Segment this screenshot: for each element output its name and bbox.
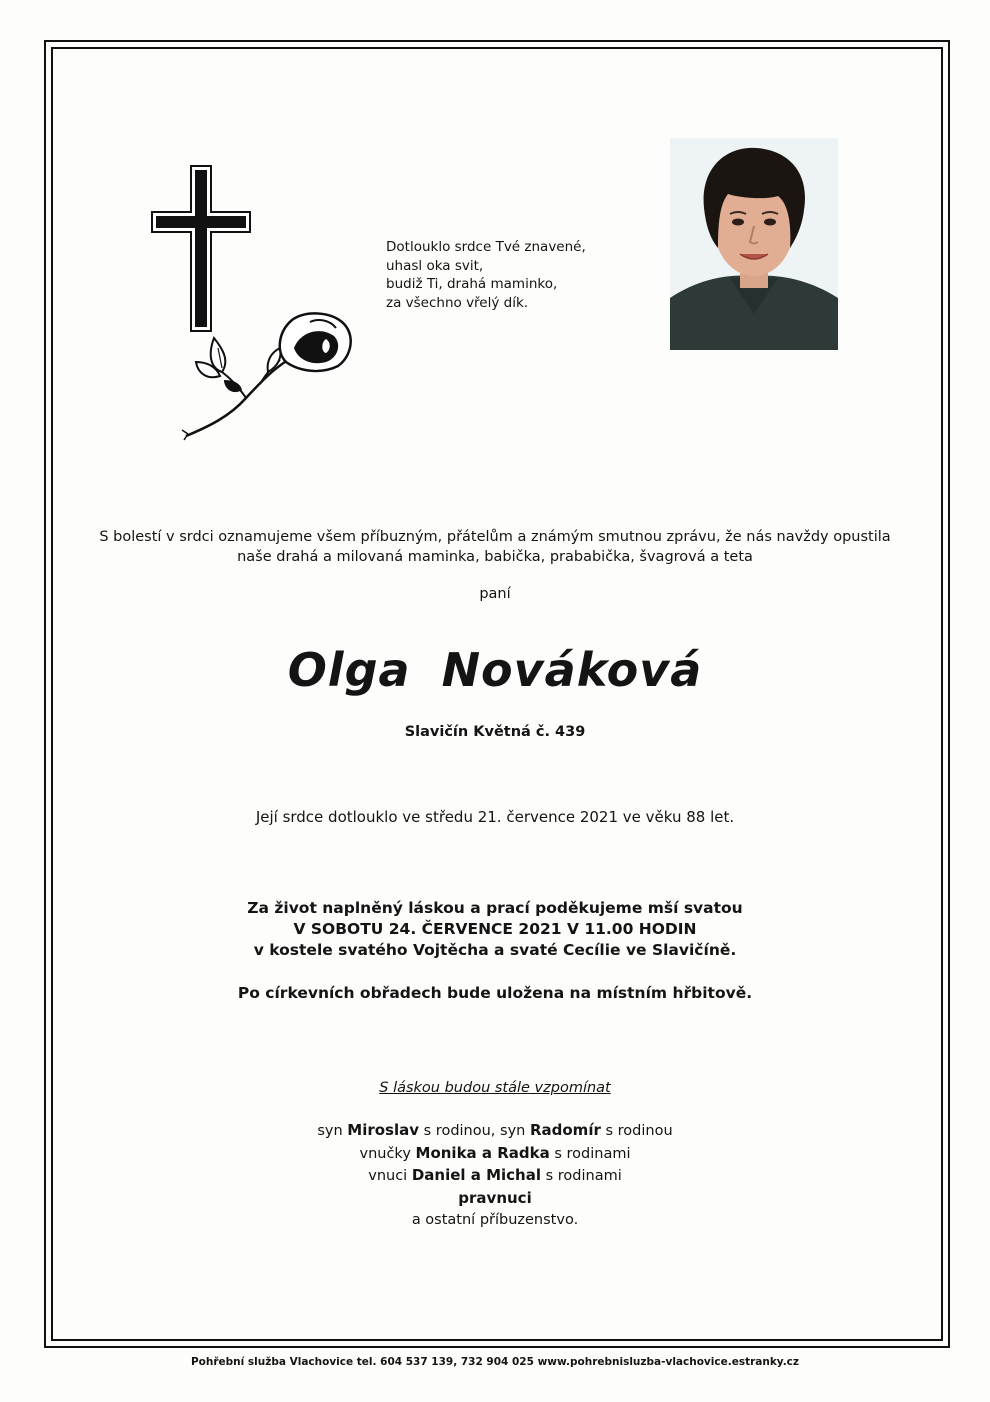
portrait-photo [670,138,838,350]
last-name: Nováková [441,643,703,697]
portrait-illustration [670,138,838,350]
mourner-line: vnučky Monika a Radka s rodinami [359,1143,631,1162]
poem-line: Dotlouklo srdce Tvé znavené, [386,239,586,255]
burial-info: Po církevních obřadech bude uložena na místním hřbitově. [237,984,753,1002]
announcement [60,527,930,567]
poem-line: uhasl oka svit, [386,257,484,274]
first-name: Olga [287,643,411,697]
funeral-info [60,898,930,961]
deceased-address: Slavičín Květná č. 439 [404,724,586,740]
memorial-title: S láskou budou stále vzpomínat [379,1080,611,1096]
funeral-place: v kostele svatého Vojtěcha a svaté Cecílie ve Slavičíně. [253,941,737,959]
footer-contact: Pohřební služba Vlachovice tel. 604 537 139, 732 904 025 www.pohrebnisluzba-vlachovice.estranky.cz [190,1356,800,1368]
mourner-line: syn Miroslav s rodinou, syn Radomír s rodinou [317,1121,673,1139]
poem [386,238,646,312]
title-prefix: paní [479,586,511,602]
rose-icon [180,308,360,443]
funeral-date: V SOBOTU 24. ČERVENCE 2021 V 11.00 HODIN [293,920,697,938]
mourner-line: vnuci Daniel a Michal s rodinami [368,1166,622,1184]
deceased-name [60,643,930,697]
mourner-line: a ostatní příbuzenstvo. [411,1212,579,1228]
mourner-line: pravnuci [458,1188,532,1207]
announcement-line: naše drahá a milovaná maminka, babička, prababička, švagrová a teta [237,549,753,565]
poem-line: za všechno vřelý dík. [386,294,529,311]
funeral-line: Za život naplněný láskou a prací poděkujeme mší svatou [247,899,743,917]
mourners-list [60,1120,930,1232]
death-notice: Její srdce dotlouklo ve středu 21. července 2021 ve věku 88 let. [255,808,735,826]
poem-line: budiž Ti, drahá maminko, [386,276,558,292]
announcement-line: S bolestí v srdci oznamujeme všem příbuzným, přátelům a známým smutnou zprávu, že nás navždy opustila [99,529,891,545]
